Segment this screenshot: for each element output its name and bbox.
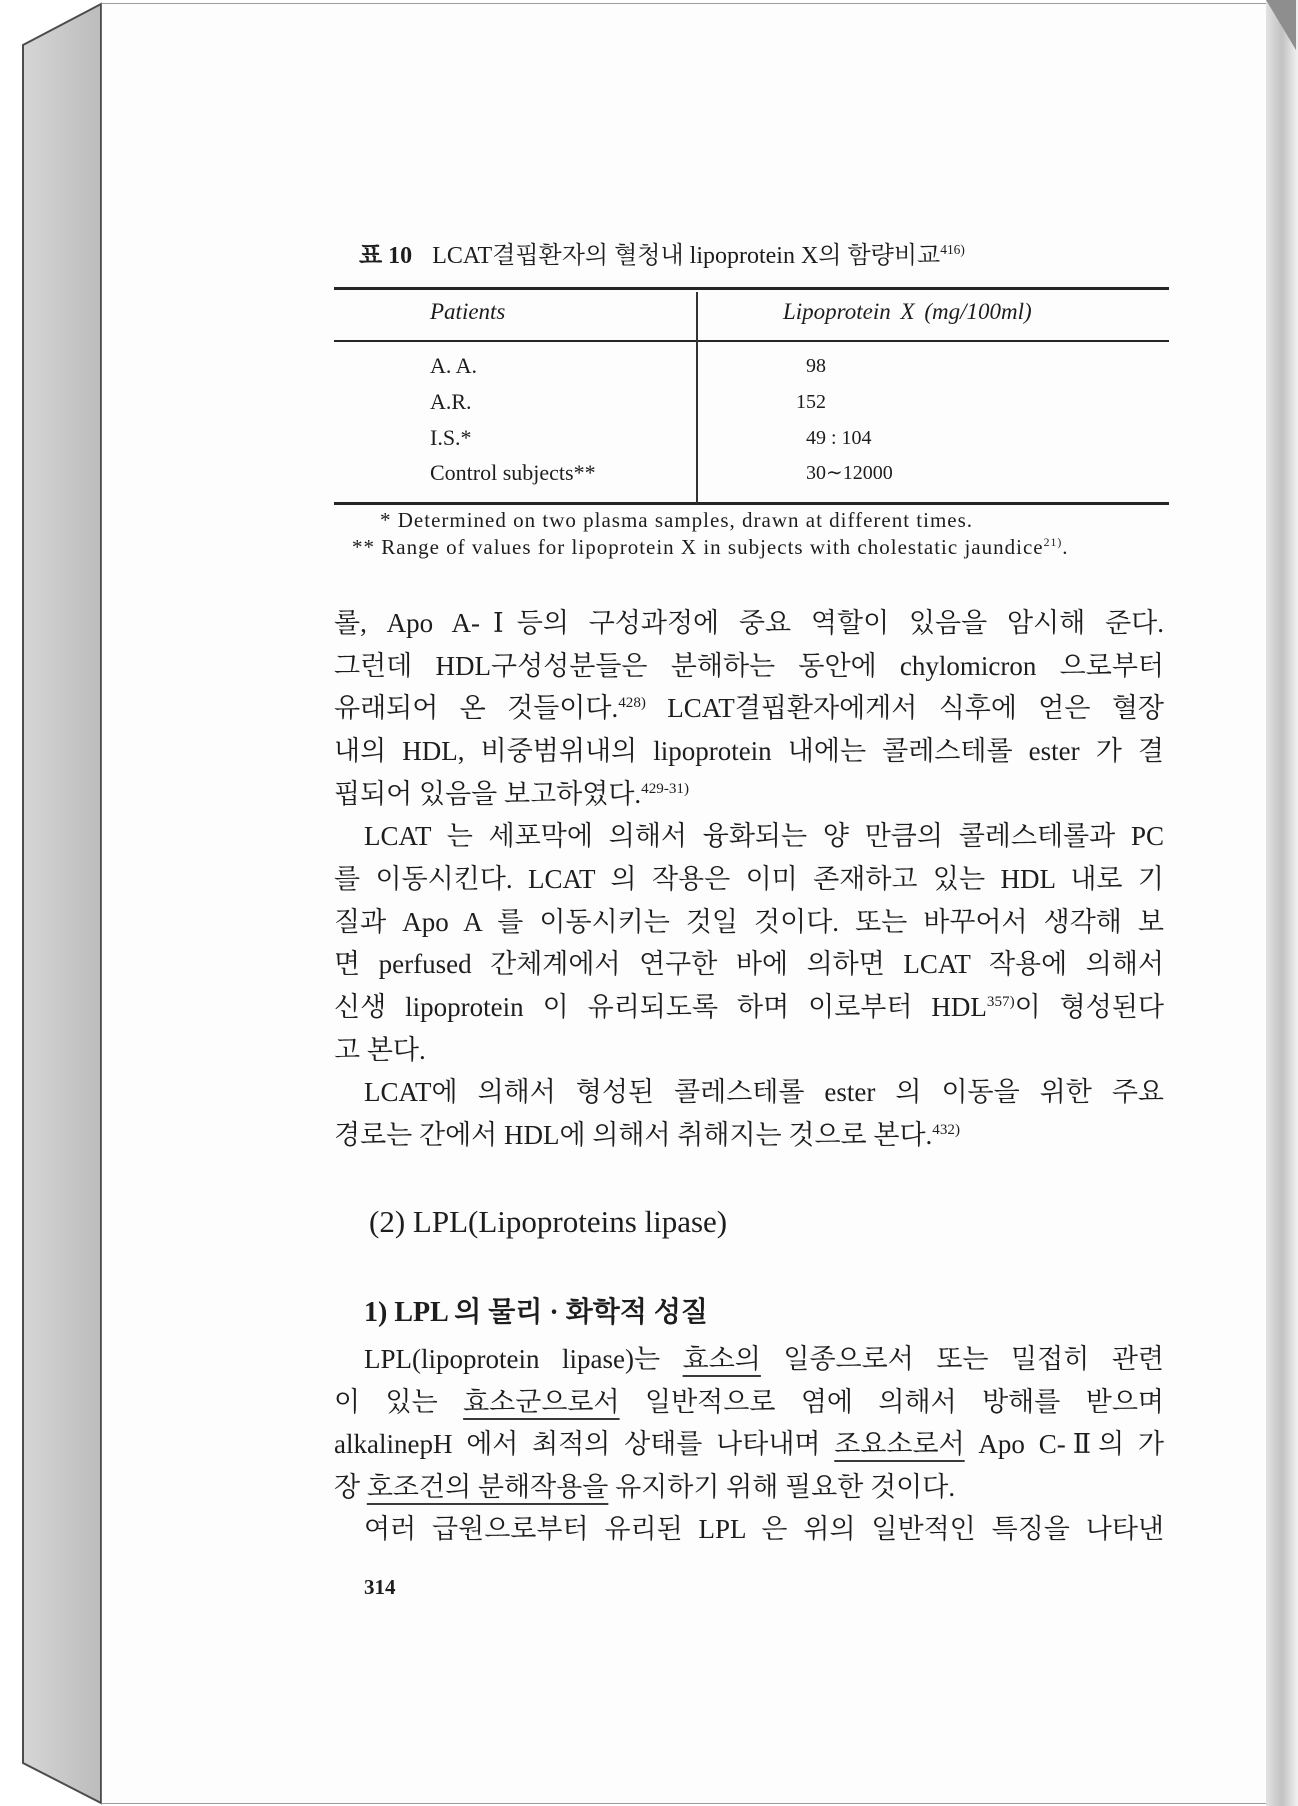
text-line	[334, 986, 1164, 1029]
table-header-lipoprotein-x: Lipoprotein X (mg/100ml)	[783, 299, 1032, 324]
table-bottom-rule	[334, 502, 1169, 505]
reference-superscript: 428)	[618, 695, 646, 712]
underlined-text: 호조건의 분해작용을	[366, 1471, 609, 1502]
footnote-text: ** Range of values for lipoprotein X in subjects with cholestatic jaundice	[352, 535, 1044, 559]
text-segment: 일종으로서 또는 밀접히 관련	[760, 1344, 1164, 1374]
text-line: 고 본다.	[334, 1034, 426, 1065]
text-segment: 핍되어 있음을 보고하였다.	[334, 778, 642, 809]
page-edge-shadow	[1266, 0, 1298, 1806]
text-segment: Apo C-Ⅱ의 가	[964, 1429, 1164, 1459]
text-line	[334, 1466, 1164, 1509]
text-line: 여러 급원으로부터 유리된 LPL 은 위의 일반적인 특징을 나타낸	[364, 1514, 1164, 1544]
table-cell-patient: I.S.*	[430, 425, 472, 450]
text-line: LCAT 는 세포막에 의해서 융화되는 양 만큼의 콜레스테롤과 PC	[364, 821, 1164, 852]
text-line: 를 이동시킨다. LCAT 의 작용은 이미 존재하고 있는 HDL 내로 기	[334, 863, 1164, 894]
text-line	[334, 1381, 1164, 1424]
subsection-heading: 1) LPL 의 물리 · 화학적 성질	[364, 1297, 708, 1328]
text-line	[334, 1114, 1164, 1157]
table-column-divider	[696, 292, 698, 503]
underlined-text: 조요소로서	[834, 1429, 965, 1459]
text-line: 면 perfused 간체계에서 연구한 바에 의하면 LCAT 작용에 의해서	[334, 949, 1164, 980]
underlined-text: 효소군으로서	[463, 1386, 620, 1417]
table-header-patients: Patients	[430, 299, 506, 324]
reference-superscript: 416)	[940, 242, 965, 257]
paragraph	[334, 1508, 1164, 1551]
table-cell-patient: A.R.	[430, 389, 472, 414]
text-line	[334, 1338, 1164, 1381]
paragraph	[334, 815, 1164, 1071]
table-cell-value: 98	[806, 355, 826, 377]
reference-superscript: 429-31)	[641, 780, 689, 797]
table-footnote: * Determined on two plasma samples, drawn at different times.	[380, 508, 974, 532]
text-line: 내의 HDL, 비중범위내의 lipoprotein 내에는 콜레스테롤 ester 가 결	[334, 735, 1164, 766]
text-segment: alkalinepH 에서 최적의 상태를 나타내며	[334, 1429, 835, 1459]
paragraph	[334, 1071, 1164, 1156]
paragraph	[334, 1338, 1164, 1508]
text-segment: 유지하기 위해 필요한 것이다.	[608, 1471, 956, 1502]
section-body-text	[334, 1338, 1164, 1551]
text-segment: 이 형성된다	[1014, 991, 1164, 1022]
text-line: 그런데 HDL구성성분들은 분해하는 동안에 chylomicron 으로부터	[334, 650, 1164, 681]
footnote-text: .	[1062, 535, 1069, 559]
reference-superscript: 357)	[986, 993, 1015, 1010]
table-cell-patient: A. A.	[430, 353, 478, 378]
table-cell-value: 30∼12000	[806, 462, 893, 484]
table-title: LCAT결핍환자의 혈청내 lipoprotein X의 함량비교	[432, 243, 941, 269]
paragraph	[334, 602, 1164, 815]
text-segment: LPL(lipoprotein lipase)는	[364, 1344, 683, 1374]
text-segment: 경로는 간에서 HDL에 의해서 취해지는 것으로 본다.	[334, 1119, 933, 1150]
table-cell-value: 152	[796, 391, 826, 413]
text-segment: LCAT결핍환자에게서 식후에 얻은 혈장	[645, 693, 1164, 724]
text-line	[334, 687, 1164, 730]
section-heading: (2) LPL(Lipoproteins lipase)	[369, 1204, 728, 1239]
text-line	[334, 1423, 1164, 1466]
page-number: 314	[364, 1575, 396, 1599]
reference-superscript: 432)	[932, 1121, 960, 1138]
text-line: LCAT에 의해서 형성된 콜레스테롤 ester 의 이동을 위한 주요	[364, 1077, 1164, 1108]
table-top-rule	[334, 287, 1169, 290]
text-segment: 이 있는	[334, 1386, 464, 1417]
table-footnote	[352, 535, 1069, 559]
text-line: 질과 Apo A 를 이동시키는 것일 것이다. 또는 바꾸어서 생각해 보	[334, 906, 1164, 937]
text-segment: 신생 lipoprotein 이 유리되도록 하며 이로부터 HDL	[334, 991, 987, 1022]
table-label: 표 10	[359, 243, 413, 269]
table-cell-patient: Control subjects**	[430, 460, 596, 485]
underlined-text: 효소의	[682, 1344, 761, 1374]
text-line	[334, 773, 1164, 816]
table-cell-value: 49 : 104	[806, 427, 872, 449]
table-header-rule	[334, 340, 1169, 342]
text-line: 롤, Apo A-Ⅰ등의 구성과정에 중요 역할이 있음을 암시해 준다.	[334, 608, 1164, 638]
reference-superscript: 21)	[1043, 536, 1063, 549]
table-caption	[359, 241, 965, 271]
text-segment: 장	[334, 1471, 367, 1502]
text-segment: 일반적으로 염에 의해서 방해를 받으며	[619, 1386, 1165, 1417]
body-text	[334, 602, 1164, 1157]
book-spine	[0, 0, 104, 1806]
text-segment: 유래되어 온 것들이다.	[334, 693, 619, 724]
